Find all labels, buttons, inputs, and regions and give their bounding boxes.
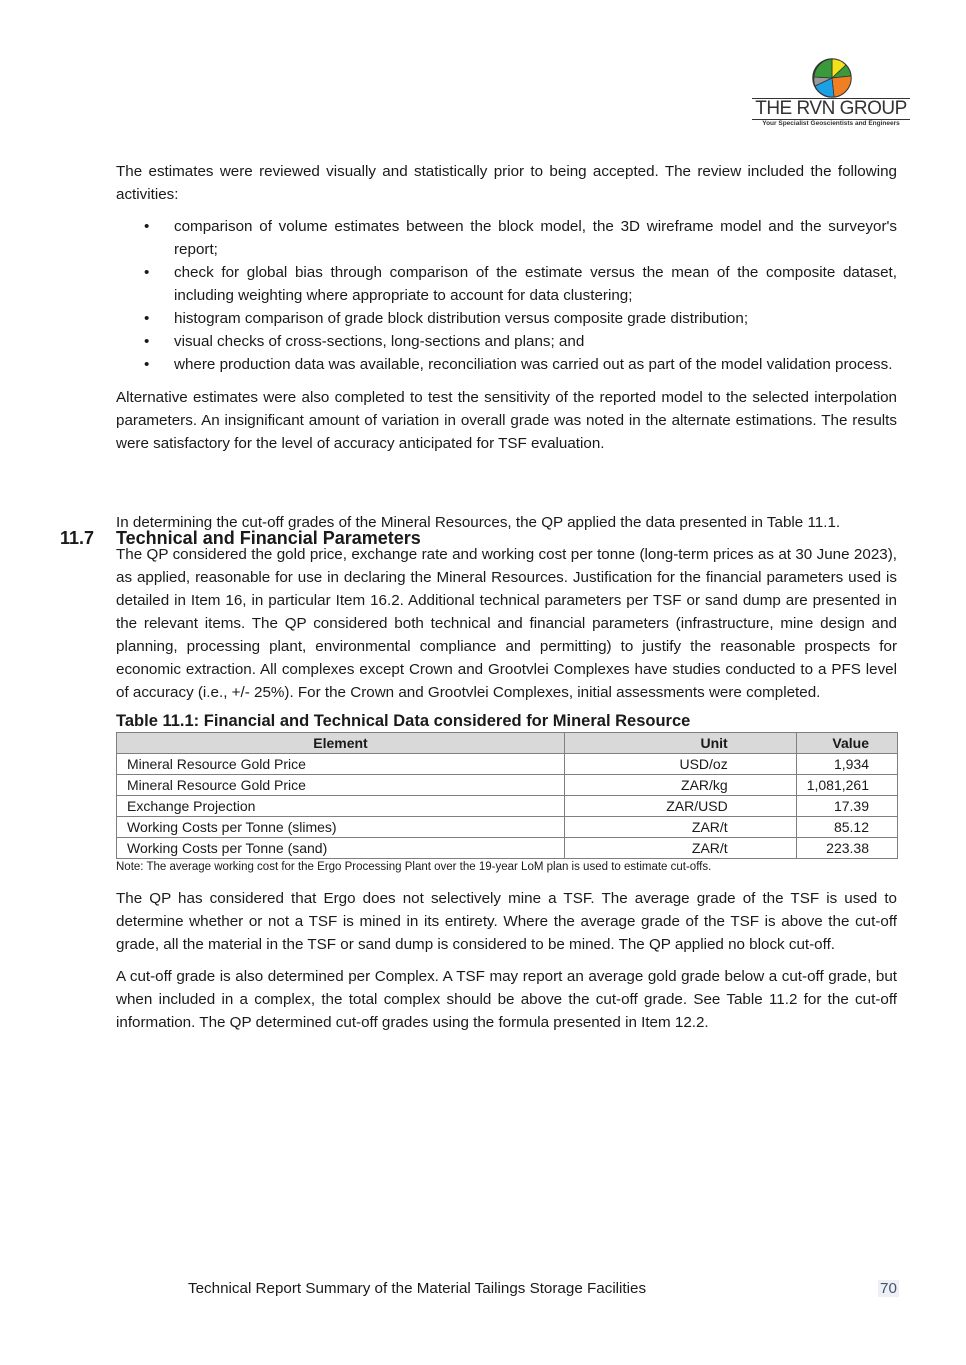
section-heading — [60, 528, 421, 549]
table-row: Mineral Resource Gold Price ZAR/kg 1,081,261 — [117, 775, 898, 796]
header-element: Element — [117, 733, 565, 754]
bullet-icon: • — [144, 218, 150, 235]
company-logo — [752, 58, 912, 130]
list-item: • comparison of volume estimates between the block model, the 3D wireframe model and the surveyor's report; — [116, 215, 897, 261]
review-activities-list — [116, 215, 897, 376]
pie-logo-icon — [812, 58, 852, 98]
list-item: • histogram comparison of grade block distribution versus composite grade distribution; — [116, 307, 897, 330]
header-unit: Unit — [564, 733, 796, 754]
table-header-row — [117, 733, 898, 754]
list-item: • check for global bias through comparison of the estimate versus the mean of the composite dataset, including weighting where appropriate to account for data clustering; — [116, 261, 897, 307]
table-row: Working Costs per Tonne (slimes) ZAR/t 85.12 — [117, 817, 898, 838]
qp-parameters-paragraph: The QP considered the gold price, exchange rate and working cost per tonne (long-term prices as at 30 June 2023), as applied, reasonable for use in declaring the Mineral Resources. Justification for the financial parameters used is detailed in Item 16, in particular Item 16.2. Additional technical parameters per TSF or sand dump are presented in the relevant items. The QP considered both technical and financial parameters (infrastructure, mine design and planning, processing plant, environmental compliance and permitting) to justify the reasonable prospects for economic extraction. All complexes except Crown and Grootvlei Complexes have studies conducted to a PFS level of accuracy (i.e., +/- 25%). For the Crown and Grootvlei Complexes, initial assessments were completed. — [116, 546, 897, 701]
intro-paragraph: The estimates were reviewed visually and statistically prior to being accepted. The review included the following activities: — [116, 163, 897, 203]
cutoff-paragraph: In determining the cut-off grades of the Mineral Resources, the QP applied the data presented in Table 11.1. — [116, 514, 841, 531]
table-row: Working Costs per Tonne (sand) ZAR/t 223.38 — [117, 838, 898, 859]
section-number: 11.7 — [60, 528, 95, 548]
bullet-icon: • — [144, 356, 150, 373]
table-caption: Table 11.1: Financial and Technical Data considered for Mineral Resource — [116, 712, 691, 730]
complex-cutoff-paragraph: A cut-off grade is also determined per Complex. A TSF may report an average gold grade below a cut-off grade, but when included in a complex, the total complex should be above the cut-off grade. See Table 11.2 for the cut-off information. The QP determined cut-off grades using the formula presented in Item 12.2. — [116, 968, 897, 1031]
table-note: Note: The average working cost for the Ergo Processing Plant over the 19-year LoM plan is used to estimate cut-offs. — [116, 861, 712, 873]
table-row: Exchange Projection ZAR/USD 17.39 — [117, 796, 898, 817]
footer-title: Technical Report Summary of the Material Tailings Storage Facilities — [188, 1280, 647, 1297]
logo-tagline: Your Specialist Geoscientists and Engineers — [762, 120, 900, 127]
list-item: • visual checks of cross-sections, long-sections and plans; and — [116, 330, 897, 353]
page-number: 70 — [880, 1280, 897, 1297]
logo-name: THE RVN GROUP — [752, 98, 910, 120]
bullet-icon: • — [144, 264, 150, 281]
bullet-icon: • — [144, 310, 150, 327]
header-value: Value — [796, 733, 897, 754]
alternative-estimates-paragraph: Alternative estimates were also completed to test the sensitivity of the reported model to the selected interpolation parameters. An insignificant amount of variation in overall grade was noted in the alternate estimations. The results were satisfactory for the level of accuracy anticipated for TSF evaluation. — [116, 389, 897, 452]
table-row: Mineral Resource Gold Price USD/oz 1,934 — [117, 754, 898, 775]
list-item: • where production data was available, reconciliation was carried out as part of the model validation process. — [116, 353, 897, 376]
page-content — [116, 160, 897, 1034]
section-title: Technical and Financial Parameters — [116, 528, 421, 548]
financial-technical-table — [116, 732, 898, 859]
selective-mining-paragraph: The QP has considered that Ergo does not selectively mine a TSF. The average grade of the TSF is used to determine whether or not a TSF is mined in its entirety. Where the average grade of the TSF is above the cut-off grade, all the material in the TSF or sand dump is considered to be mined. The QP applied no block cut-off. — [116, 890, 897, 953]
bullet-icon: • — [144, 333, 150, 350]
